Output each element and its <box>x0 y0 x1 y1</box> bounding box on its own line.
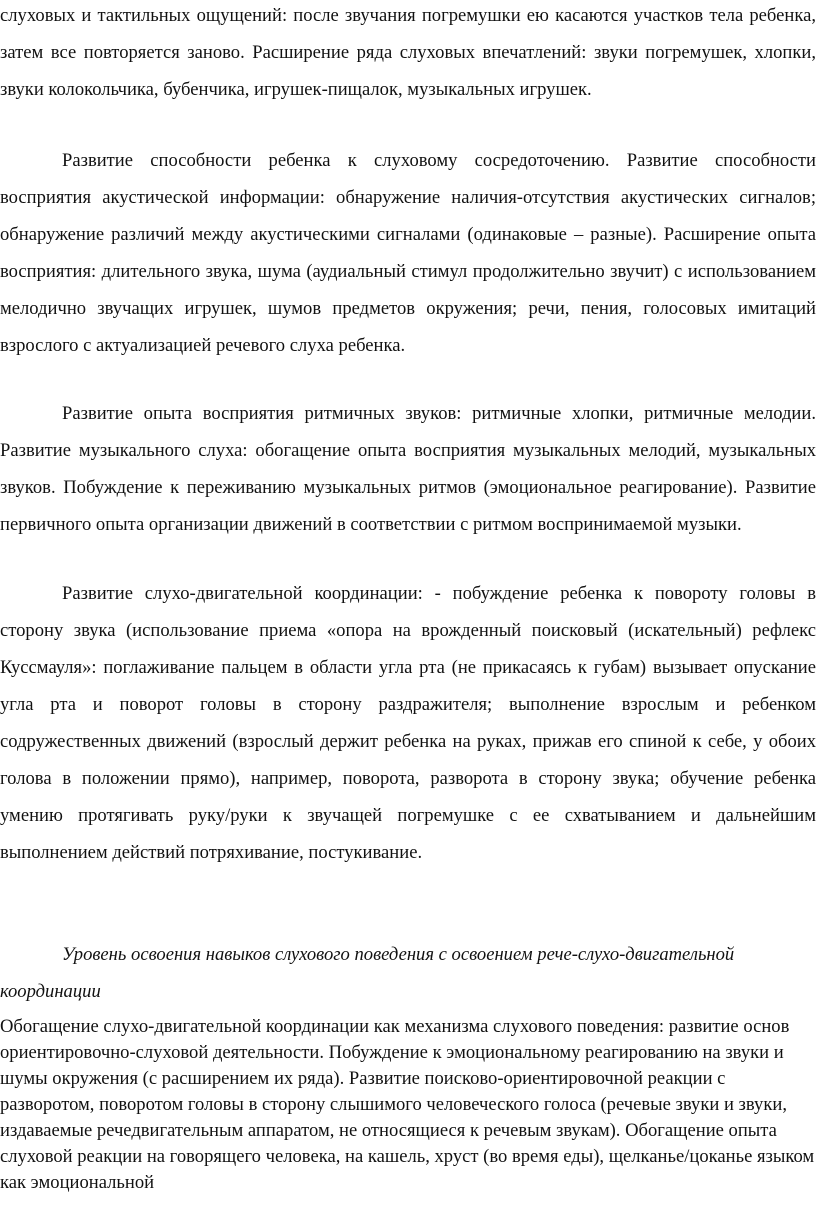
paragraph-auditory-concentration: Развитие способности ребенка к слуховому сосредоточению. Развитие способности восприятия акустической информации: обнаружение наличия-отсутствия акустических сигналов; обнаружение различий между акустическими сигналами (одинаковые – разные). Расширение опыта восприятия: длительного звука, шума (аудиальный стимул продолжительно звучит) с использованием мелодично звучащих игрушек, шумов предметов окружения; речи, пения, голосовых имитаций взрослого с актуализацией речевого слуха ребенка. <box>0 150 816 356</box>
paragraph-auditory-tactile: слуховых и тактильных ощущений: после звучания погремушки ею касаются участков тела ребенка, затем все повторяется заново. Расширение ряда слуховых впечатлений: звуки погремушек, хлопки, звуки колокольчика, бубенчика, игрушек-пищалок, музыкальных игрушек. <box>0 5 816 100</box>
paragraph-auditory-motor-coordination: Развитие слухо-двигательной координации: - побуждение ребенка к повороту головы в сторону звука (использование приема «опора на врожденный поисковый (искательный) рефлекс Куссмауля»: поглаживание пальцем в области угла рта (не прикасаясь к губам) вызывает опускание угла рта и поворот головы в сторону раздражителя; выполнение взрослым и ребенком содружественных движений (взрослый держит ребенка на руках, прижав его спиной к себе, у обоих голова в положении прямо), например, поворота, разворота в сторону звука; обучение ребенка умению протягивать руку/руки к звучащей погремушке с ее схватыванием и дальнейшим выполнением действий потряхивание, постукивание. <box>0 583 816 863</box>
paragraph-closing: Обогащение слухо-двигательной координации как механизма слухового поведения: развитие основ ориентировочно-слуховой деятельности. Побуждение к эмоциональному реагированию на звуки и шумы окружения (с расширением их ряда). Развитие поисково-ориентировочной реакции с разворотом, поворотом головы в сторону слышимого человеческого голоса (речевые звуки и звуки, издаваемые речедвигательным аппаратом, не относящиеся к речевым звукам). Обогащение опыта слуховой реакции на говорящего человека, на кашель, хруст (во время еды), щелканье/цоканье языком как эмоциональной <box>0 1016 815 1193</box>
paragraph-rhythmic-sounds: Развитие опыта восприятия ритмичных звуков: ритмичные хлопки, ритмичные мелодии. Развитие музыкального слуха: обогащение опыта восприятия музыкальных мелодий, музыкальных звуков. Побуждение к переживанию музыкальных ритмов (эмоциональное реагирование). Развитие первичного опыта организации движений в соответствии с ритмом воспринимаемой музыки. <box>0 403 816 535</box>
section-heading: Уровень освоения навыков слухового поведения с освоением рече-слухо-двигательной координации <box>0 944 735 1002</box>
